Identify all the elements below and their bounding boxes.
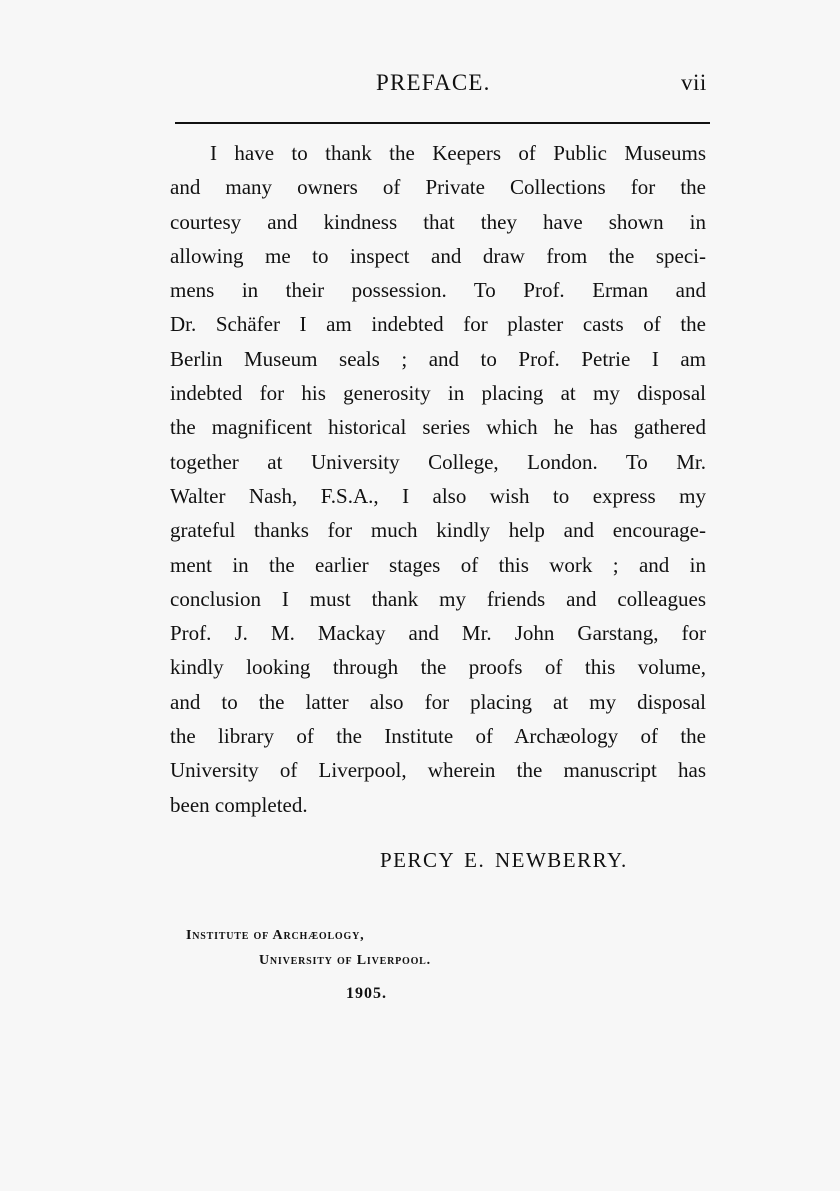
author-signature: PERCY E. NEWBERRY. — [380, 848, 628, 872]
text-line: the library of the Institute of Archæology of the — [170, 724, 706, 749]
text-line: allowing me to inspect and draw from the speci- — [170, 243, 706, 268]
text-line: kindly looking through the proofs of this volume, — [170, 655, 706, 680]
text-line: Berlin Museum seals ; and to Prof. Petrie I am — [170, 346, 706, 371]
text-line: grateful thanks for much kindly help and encourage- — [170, 518, 706, 543]
text-line: Dr. Schäfer I am indebted for plaster casts of the — [170, 312, 706, 337]
date-year: 1905. — [346, 985, 387, 1002]
text-line: mens in their possession. To Prof. Erman and — [170, 278, 706, 303]
text-line: Walter Nash, F.S.A., I also wish to express my — [170, 483, 706, 508]
text-line: Prof. J. M. Mackay and Mr. John Garstang, for — [170, 621, 706, 646]
running-head — [0, 70, 840, 106]
address-line-institute: Institute of Archæology, — [186, 928, 365, 943]
text-line: ment in the earlier stages of this work ; and in — [170, 552, 706, 577]
text-line: the magnificent historical series which he has gathered — [170, 415, 706, 440]
header-rule — [175, 122, 710, 124]
preface-paragraph — [170, 136, 706, 822]
text-line: University of Liverpool, wherein the manuscript has — [170, 758, 706, 783]
text-line: I have to thank the Keepers of Public Museums — [210, 141, 706, 165]
address-line-university: University of Liverpool. — [259, 953, 431, 968]
text-line: together at University College, London. To Mr. — [170, 449, 706, 474]
text-line: and many owners of Private Collections for the — [170, 175, 706, 200]
text-line: been completed. — [170, 792, 308, 817]
text-line: indebted for his generosity in placing at my disposal — [170, 381, 706, 406]
running-title: PREFACE. — [376, 70, 491, 95]
text-line: conclusion I must thank my friends and colleagues — [170, 586, 706, 611]
text-line: courtesy and kindness that they have shown in — [170, 209, 706, 234]
page-number: vii — [681, 70, 707, 95]
text-line: and to the latter also for placing at my disposal — [170, 689, 706, 714]
